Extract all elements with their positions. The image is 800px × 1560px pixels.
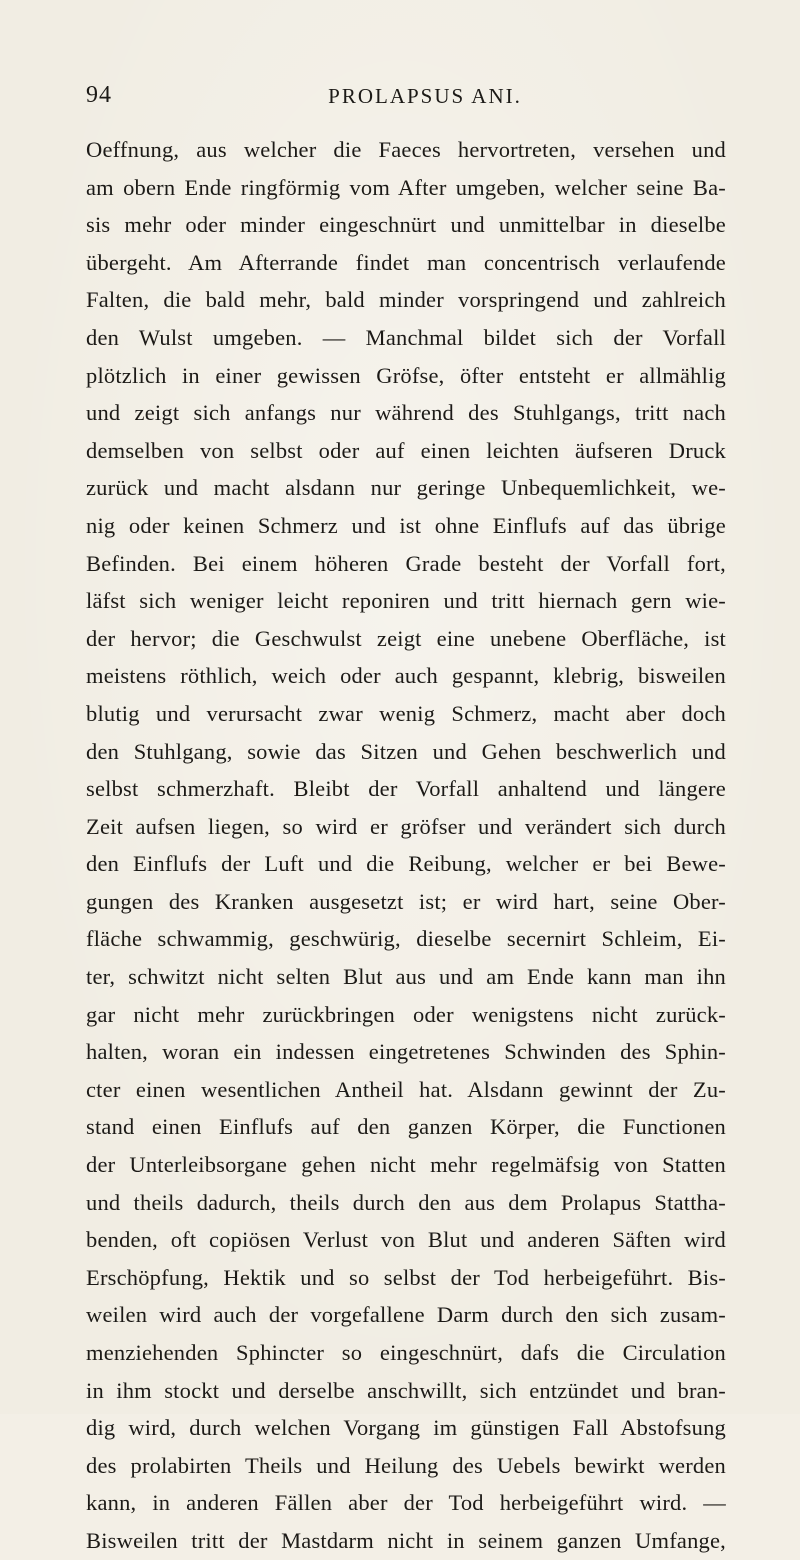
text-line: halten, woran ein indessen eingetretenes Schwinden des Sphin-	[86, 1039, 726, 1065]
text-line: der Unterleibsorgane gehen nicht mehr regelmäfsig von Statten	[86, 1152, 726, 1178]
text-line: gar nicht mehr zurückbringen oder wenigstens nicht zurück-	[86, 1001, 726, 1027]
text-line: zurück und macht alsdann nur geringe Unbequemlichkeit, we-	[86, 475, 726, 501]
text-line: dig wird, durch welchen Vorgang im günstigen Fall Abstofsung	[86, 1415, 726, 1441]
text-line: Zeit aufsen liegen, so wird er gröfser und verändert sich durch	[86, 813, 726, 839]
text-line: den Wulst umgeben. — Manchmal bildet sich der Vorfall	[86, 324, 726, 350]
text-line: und theils dadurch, theils durch den aus dem Prolapus Stattha-	[86, 1189, 726, 1215]
text-line: Bisweilen tritt der Mastdarm nicht in seinem ganzen Umfange,	[86, 1527, 726, 1553]
text-line: den Einflufs der Luft und die Reibung, welcher er bei Bewe-	[86, 851, 726, 877]
text-line: stand einen Einflufs auf den ganzen Körper, die Functionen	[86, 1114, 726, 1140]
text-line: menziehenden Sphincter so eingeschnürt, dafs die Circulation	[86, 1340, 726, 1365]
text-line: Befinden. Bei einem höheren Grade besteht der Vorfall fort,	[86, 550, 726, 576]
text-line: Falten, die bald mehr, bald minder vorspringend und zahlreich	[86, 287, 726, 313]
text-line: übergeht. Am Afterrande findet man concentrisch verlaufende	[86, 249, 726, 275]
text-line: plötzlich in einer gewissen Gröfse, öfter entsteht er allmählig	[86, 362, 726, 388]
text-line: cter einen wesentlichen Antheil hat. Alsdann gewinnt der Zu-	[86, 1076, 726, 1102]
text-line: in ihm stockt und derselbe anschwillt, sich entzündet und bran-	[86, 1377, 726, 1403]
text-line: sis mehr oder minder eingeschnürt und unmittelbar in dieselbe	[86, 212, 726, 238]
text-line: der hervor; die Geschwulst zeigt eine unebene Oberfläche, ist	[86, 625, 726, 651]
text-line: den Stuhlgang, sowie das Sitzen und Gehen beschwerlich und	[86, 738, 726, 764]
text-line: läfst sich weniger leicht reponiren und tritt hiernach gern wie-	[86, 588, 726, 614]
text-line: nig oder keinen Schmerz und ist ohne Einflufs auf das übrige	[86, 512, 726, 538]
text-line: und zeigt sich anfangs nur während des Stuhlgangs, tritt nach	[86, 400, 726, 426]
text-line: benden, oft copiösen Verlust von Blut und anderen Säften wird	[86, 1227, 726, 1253]
text-line: weilen wird auch der vorgefallene Darm durch den sich zusam-	[86, 1302, 726, 1328]
running-title: PROLAPSUS ANI.	[328, 84, 522, 108]
text-line: blutig und verursacht zwar wenig Schmerz, macht aber doch	[86, 700, 726, 726]
text-line: des prolabirten Theils und Heilung des Uebels bewirkt werden	[86, 1452, 726, 1478]
text-line: ter, schwitzt nicht selten Blut aus und am Ende kann man ihn	[86, 964, 726, 990]
running-head	[86, 82, 714, 114]
text-line: fläche schwammig, geschwürig, dieselbe secernirt Schleim, Ei-	[86, 926, 726, 952]
page-number: 94	[86, 82, 112, 108]
text-line: kann, in anderen Fällen aber der Tod herbeigeführt wird. —	[86, 1490, 726, 1516]
text-line: demselben von selbst oder auf einen leichten äufseren Druck	[86, 437, 726, 463]
text-line: Oeffnung, aus welcher die Faeces hervortreten, versehen und	[86, 137, 726, 162]
text-line: am obern Ende ringförmig vom After umgeben, welcher seine Ba-	[86, 174, 726, 200]
text-line: selbst schmerzhaft. Bleibt der Vorfall anhaltend und längere	[86, 776, 726, 802]
text-line: meistens röthlich, weich oder auch gespannt, klebrig, bisweilen	[86, 663, 726, 689]
text-line: Erschöpfung, Hektik und so selbst der Tod herbeigeführt. Bis-	[86, 1264, 726, 1290]
body-text	[86, 131, 726, 1560]
text-line: gungen des Kranken ausgesetzt ist; er wird hart, seine Ober-	[86, 888, 726, 914]
